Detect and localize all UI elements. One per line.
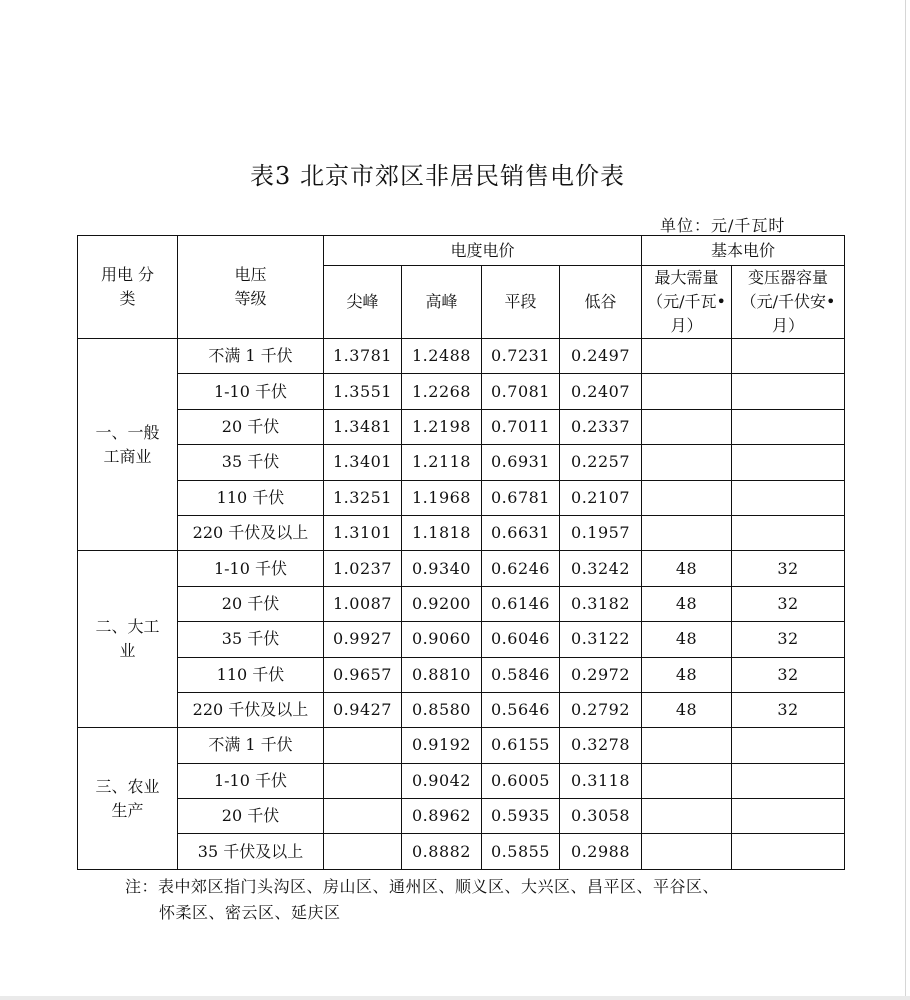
peak-price-cell: 0.8882 (402, 834, 482, 869)
voltage-cell: 1-10 千伏 (178, 763, 324, 798)
voltage-cell: 220 千伏及以上 (178, 515, 324, 550)
header-energy-price: 电度电价 (324, 236, 642, 266)
peak-price-cell: 0.9060 (402, 622, 482, 657)
voltage-cell: 不满 1 千伏 (178, 339, 324, 374)
transformer-capacity-price-cell: 32 (732, 622, 845, 657)
header-peak: 高峰 (402, 266, 482, 339)
flat-price-cell: 0.6931 (482, 445, 560, 480)
price-table (77, 235, 845, 870)
transformer-capacity-price-cell (732, 409, 845, 444)
voltage-cell: 1-10 千伏 (178, 551, 324, 586)
flat-price-cell: 0.6005 (482, 763, 560, 798)
valley-price-cell: 0.1957 (560, 515, 642, 550)
table-row (78, 445, 845, 480)
header-transformer-capacity: 变压器容量（元/千伏安•月） (732, 266, 845, 339)
valley-price-cell: 0.2107 (560, 480, 642, 515)
peak-price-cell: 0.8962 (402, 799, 482, 834)
voltage-cell: 35 千伏 (178, 622, 324, 657)
flat-price-cell: 0.6146 (482, 586, 560, 621)
peak-price-cell: 0.8810 (402, 657, 482, 692)
sharp-peak-price-cell (324, 728, 402, 763)
voltage-cell: 110 千伏 (178, 657, 324, 692)
peak-price-cell: 0.9192 (402, 728, 482, 763)
transformer-capacity-price-cell: 32 (732, 692, 845, 727)
peak-price-cell: 1.1818 (402, 515, 482, 550)
voltage-cell: 20 千伏 (178, 799, 324, 834)
transformer-capacity-price-cell (732, 728, 845, 763)
max-demand-price-cell: 48 (642, 586, 732, 621)
valley-price-cell: 0.3242 (560, 551, 642, 586)
header-category: 用电 分类 (78, 236, 178, 339)
transformer-capacity-price-cell (732, 799, 845, 834)
valley-price-cell: 0.2497 (560, 339, 642, 374)
peak-price-cell: 1.2198 (402, 409, 482, 444)
max-demand-price-cell (642, 409, 732, 444)
table-row (78, 551, 845, 586)
sharp-peak-price-cell: 0.9927 (324, 622, 402, 657)
flat-price-cell: 0.5935 (482, 799, 560, 834)
max-demand-price-cell (642, 799, 732, 834)
header-sharp-peak: 尖峰 (324, 266, 402, 339)
valley-price-cell: 0.2407 (560, 374, 642, 409)
sharp-peak-price-cell (324, 763, 402, 798)
header-voltage: 电压 等级 (178, 236, 324, 339)
flat-price-cell: 0.6781 (482, 480, 560, 515)
flat-price-cell: 0.7081 (482, 374, 560, 409)
peak-price-cell: 0.9200 (402, 586, 482, 621)
header-max-demand: 最大需量（元/千瓦•月） (642, 266, 732, 339)
valley-price-cell: 0.3122 (560, 622, 642, 657)
unit-label: 单位：元/千瓦时 (660, 216, 786, 235)
max-demand-price-cell: 48 (642, 551, 732, 586)
voltage-cell: 不满 1 千伏 (178, 728, 324, 763)
table-row (78, 409, 845, 444)
transformer-capacity-price-cell (732, 763, 845, 798)
table-row (78, 586, 845, 621)
voltage-cell: 35 千伏及以上 (178, 834, 324, 869)
valley-price-cell: 0.2337 (560, 409, 642, 444)
voltage-cell: 35 千伏 (178, 445, 324, 480)
header-basic-price: 基本电价 (642, 236, 845, 266)
page-title: 表3 北京市郊区非居民销售电价表 (250, 162, 625, 190)
sharp-peak-price-cell: 1.3251 (324, 480, 402, 515)
valley-price-cell: 0.2792 (560, 692, 642, 727)
max-demand-price-cell (642, 480, 732, 515)
footnote-line-1: 注：表中郊区指门头沟区、房山区、通州区、顺义区、大兴区、昌平区、平谷区、 (125, 877, 720, 896)
footnote-line-2: 怀柔区、密云区、延庆区 (159, 903, 341, 922)
peak-price-cell: 1.2488 (402, 339, 482, 374)
flat-price-cell: 0.6155 (482, 728, 560, 763)
max-demand-price-cell (642, 834, 732, 869)
flat-price-cell: 0.7231 (482, 339, 560, 374)
transformer-capacity-price-cell (732, 374, 845, 409)
table-row (78, 657, 845, 692)
sharp-peak-price-cell (324, 799, 402, 834)
flat-price-cell: 0.7011 (482, 409, 560, 444)
max-demand-price-cell: 48 (642, 657, 732, 692)
table-row (78, 692, 845, 727)
table-row (78, 728, 845, 763)
peak-price-cell: 0.9340 (402, 551, 482, 586)
table-row (78, 339, 845, 374)
sharp-peak-price-cell: 1.0237 (324, 551, 402, 586)
max-demand-price-cell (642, 728, 732, 763)
table-row (78, 799, 845, 834)
header-valley: 低谷 (560, 266, 642, 339)
transformer-capacity-price-cell: 32 (732, 586, 845, 621)
footnote (125, 874, 719, 926)
table-row (78, 515, 845, 550)
table-row (78, 480, 845, 515)
sharp-peak-price-cell (324, 834, 402, 869)
category-cell: 二、大工业 (78, 551, 178, 728)
peak-price-cell: 0.9042 (402, 763, 482, 798)
table-row (78, 374, 845, 409)
flat-price-cell: 0.6631 (482, 515, 560, 550)
voltage-cell: 110 千伏 (178, 480, 324, 515)
flat-price-cell: 0.5855 (482, 834, 560, 869)
table-row (78, 763, 845, 798)
transformer-capacity-price-cell (732, 339, 845, 374)
sharp-peak-price-cell: 0.9427 (324, 692, 402, 727)
sharp-peak-price-cell: 1.0087 (324, 586, 402, 621)
valley-price-cell: 0.3182 (560, 586, 642, 621)
flat-price-cell: 0.5646 (482, 692, 560, 727)
max-demand-price-cell (642, 515, 732, 550)
transformer-capacity-price-cell (732, 515, 845, 550)
flat-price-cell: 0.5846 (482, 657, 560, 692)
max-demand-price-cell (642, 763, 732, 798)
valley-price-cell: 0.2257 (560, 445, 642, 480)
peak-price-cell: 0.8580 (402, 692, 482, 727)
category-cell: 一、一般工商业 (78, 339, 178, 551)
sharp-peak-price-cell: 1.3551 (324, 374, 402, 409)
sharp-peak-price-cell: 1.3401 (324, 445, 402, 480)
valley-price-cell: 0.2972 (560, 657, 642, 692)
flat-price-cell: 0.6046 (482, 622, 560, 657)
header-row-1 (78, 236, 845, 266)
valley-price-cell: 0.2988 (560, 834, 642, 869)
valley-price-cell: 0.3278 (560, 728, 642, 763)
voltage-cell: 1-10 千伏 (178, 374, 324, 409)
voltage-cell: 20 千伏 (178, 409, 324, 444)
valley-price-cell: 0.3118 (560, 763, 642, 798)
transformer-capacity-price-cell (732, 480, 845, 515)
max-demand-price-cell (642, 374, 732, 409)
peak-price-cell: 1.2268 (402, 374, 482, 409)
valley-price-cell: 0.3058 (560, 799, 642, 834)
sharp-peak-price-cell: 1.3781 (324, 339, 402, 374)
peak-price-cell: 1.1968 (402, 480, 482, 515)
max-demand-price-cell: 48 (642, 692, 732, 727)
sharp-peak-price-cell: 1.3101 (324, 515, 402, 550)
table-row (78, 834, 845, 869)
header-flat: 平段 (482, 266, 560, 339)
sharp-peak-price-cell: 0.9657 (324, 657, 402, 692)
max-demand-price-cell (642, 339, 732, 374)
flat-price-cell: 0.6246 (482, 551, 560, 586)
voltage-cell: 20 千伏 (178, 586, 324, 621)
transformer-capacity-price-cell (732, 445, 845, 480)
category-cell: 三、农业生产 (78, 728, 178, 870)
table-row (78, 622, 845, 657)
transformer-capacity-price-cell: 32 (732, 657, 845, 692)
peak-price-cell: 1.2118 (402, 445, 482, 480)
transformer-capacity-price-cell: 32 (732, 551, 845, 586)
max-demand-price-cell: 48 (642, 622, 732, 657)
sharp-peak-price-cell: 1.3481 (324, 409, 402, 444)
max-demand-price-cell (642, 445, 732, 480)
transformer-capacity-price-cell (732, 834, 845, 869)
voltage-cell: 220 千伏及以上 (178, 692, 324, 727)
page-bottom-edge (0, 996, 910, 1000)
